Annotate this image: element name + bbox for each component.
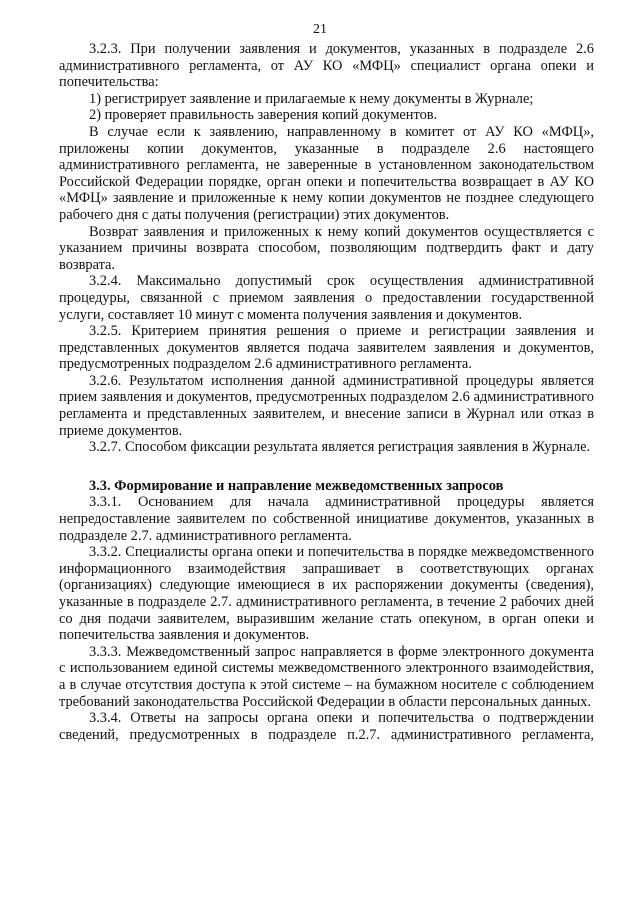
paragraph-3-2-6: 3.2.6. Результатом исполнения данной административной процедуры является прием заявления и документов, предусмотренных подразделом 2.6 административного регламента и представленных заявителем, и внесение записи в Журнал или отказ в приеме документов. [59, 372, 594, 439]
paragraph-3-2-7: 3.2.7. Способом фиксации результата является регистрация заявления в Журнале. [89, 439, 591, 456]
document-body [59, 41, 594, 743]
section-heading-3-3: 3.3. Формирование и направление межведомственных запросов [89, 477, 504, 494]
paragraph-3-3-1: 3.3.1. Основанием для начала административной процедуры является непредоставление заявителем по собственной инициативе документов, указанных в подразделе 2.7. административного регламента. [59, 494, 594, 544]
paragraph-3-3-4: 3.3.4. Ответы на запросы органа опеки и попечительства о подтверждении сведений, предусмотренных в подразделе п.2.7. административного регламента, [59, 710, 594, 743]
list-item-2: 2) проверяет правильность заверения копий документов. [89, 107, 438, 124]
paragraph-3-3-3: 3.3.3. Межведомственный запрос направляется в форме электронного документа с использованием единой системы межведомственного электронного взаимодействия, а в случае отсутствия доступа к этой системе – на бумажном носителе с соблюдением требований законодательства Российской Федерации в области персональных данных. [59, 643, 594, 710]
paragraph-3-2-3: 3.2.3. При получении заявления и документов, указанных в подразделе 2.6 административного регламента, от АУ КО «МФЦ» специалист органа опеки и попечительства: [59, 41, 594, 91]
paragraph-3-3-2: 3.3.2. Специалисты органа опеки и попечительства в порядке межведомственного информационного взаимодействия запрашивает в соответствующих органах (организациях) следующие имеющиеся в их распоряжении документы (сведения), указанные в подразделе 2.7. административного регламента, в течение 2 рабочих дней со дня подачи заявителем, выразившим желание стать опекуном, в орган опеки и попечительства заявления и документов. [59, 544, 594, 644]
paragraph-return-reason: Возврат заявления и приложенных к нему копий документов осуществляется с указанием причины возврата способом, позволяющим подтвердить факт и дату возврата. [59, 223, 594, 273]
paragraph-3-2-4: 3.2.4. Максимально допустимый срок осуществления административной процедуры, связанной с приемом заявления о предоставлении государственной услуги, составляет 10 минут с момента получения заявления и документов. [59, 273, 594, 323]
list-item-1: 1) регистрирует заявление и прилагаемые к нему документы в Журнале; [89, 90, 534, 107]
page-number: 21 [313, 22, 327, 37]
paragraph-3-2-5: 3.2.5. Критерием принятия решения о приеме и регистрации заявления и представленных документов является подача заявителем заявления и документов, предусмотренных подразделом 2.6 административного регламента. [59, 323, 594, 373]
paragraph-return-case: В случае если к заявлению, направленному в комитет от АУ КО «МФЦ», приложены копии документов, указанные в подразделе 2.6 настоящего административного регламента, не заверенные в установленном законодательством Российской Федерации порядке, орган опеки и попечительства возвращает в АУ КО «МФЦ» заявление и приложенные к нему копии документов не позднее следующего рабочего дня с даты получения (регистрации) этих документов. [59, 123, 594, 223]
